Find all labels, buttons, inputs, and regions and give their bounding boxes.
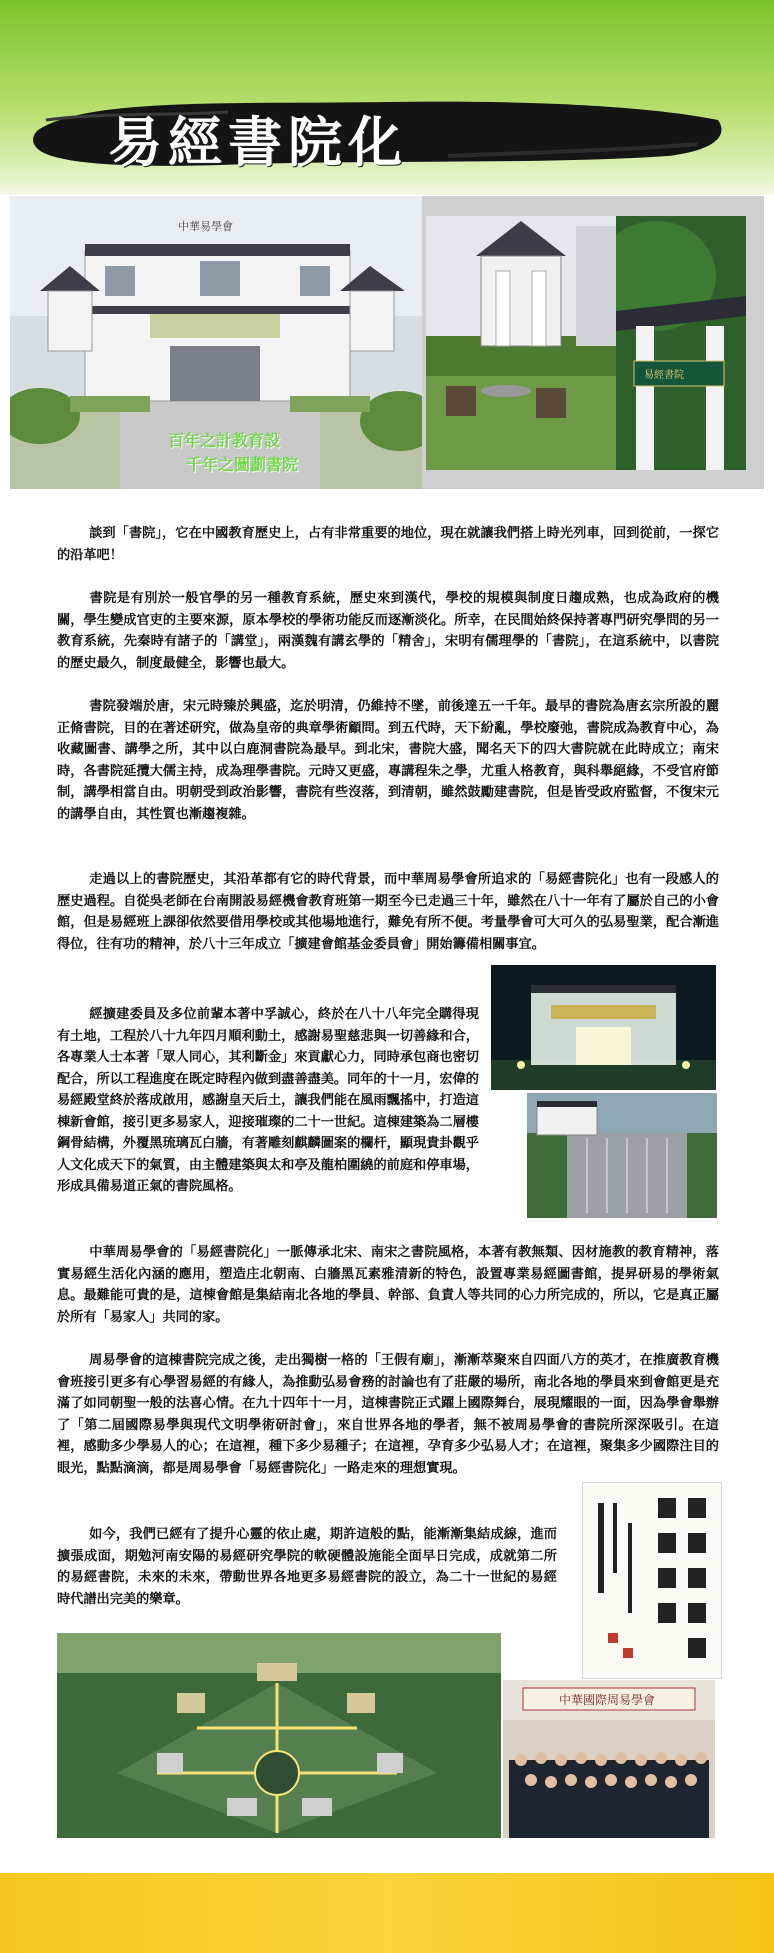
paragraph-achievements: 周易學會的這棟書院完成之後，走出獨樹一格的「王假有廟」，漸漸萃聚來自四面八方的英才，在推廣教育機會班接引更多有心學習易經的有緣人，為推動弘易會務的討論也有了莊嚴的場所，南北各地的學員來到會館更是充滿了如同朝聖一般的法喜心情。在九十四年十一月，這棟書院正式躍上國際舞台，展現耀眼的一面，因為學會舉辦了「第二屆國際易學與現代文明學術研討會」，來自世界各地的學者，無不被周易學會的書院所深深吸引。在這裡，感動多少學易人的心；在這裡，種下多少易種子；在這裡，孕育多少弘易人才；在這裡，聚集多少國際注目的眼光，點點滴滴，都是周易學會「易經書院化」一路走來的理想實現。	[57, 1353, 719, 1476]
campus-master-plan-rendering	[57, 1633, 501, 1838]
pavilion-photo	[426, 216, 616, 470]
paragraph-intro: 談到「書院」，它在中國教育歷史上，占有非常重要的地位，現在就讓我們搭上時光列車，回到從前，一探它的沿革吧！	[57, 526, 719, 563]
paragraph-origins: 書院是有別於一般官學的另一種教育系統，歷史來到漢代，學校的規模與制度日趨成熟，也成為政府的機關，學生變成官吏的主要來源，原本學校的學術功能反而逐漸淡化。所幸，在民間始終保持著專門研究學問的另一教育系統，先秦時有諸子的「講堂」，兩漢魏有講玄學的「精舍」，宋明有儒理學的「書院」，在這系統中，以書院的歷史最久，制度最健全，影響也最大。	[57, 591, 719, 671]
night-building-photo	[491, 965, 716, 1090]
paragraph-association-history: 走過以上的書院歷史，其沿革都有它的時代背景，而中華周易學會所追求的「易經書院化」也有一段感人的歷史過程。自從吳老師在台南開設易經機會教育班第一期至今已走過三十年，雖然在八十一年有了屬於自己的小會館，但是易經班上課卻依然要借用學校或其他場地進行，難免有所不便。考量學會可大可久的弘易聖業，配合漸進得位，往有功的精神，於八十三年成立「擴建會館基金委員會」開始籌備相關事宜。	[57, 872, 719, 952]
gate-sign: 易經書院	[644, 370, 684, 381]
paragraph-construction: 經擴建委員及多位前輩本著中孚誠心，終於在八十八年完全購得現有土地，工程於八十九年四月順利動土，感謝易聖慈悲與一切善緣和合，各專業人士本著「眾人同心，其利斷金」來貢獻心力，同時承包商也密切配合，所以工程進度在既定時程內做到盡善盡美。同年的十一月，宏偉的易經殿堂終於落成啟用，感謝皇天后土，讓我們能在風雨飄搖中，打造這棟新會館，接引更多易家人，迎接璀璨的二十一世紀。這棟建築為二層樓鋼骨結構，外覆黑琉璃瓦白牆，有著雕刻麒麟圖案的欄杆，顯現貴卦觀乎人文化成天下的氣質，由主體建築與太和亭及龍柏圍繞的前庭和停車場，形成具備易道正氣的書院風格。	[57, 1007, 479, 1194]
paragraph-style: 中華周易學會的「易經書院化」一脈傳承北宋、南宋之書院風格，本著有教無類、因材施教的教育精神，落實易經生活化內涵的應用，塑造庄北朝南、白牆黑瓦素雅清新的特色，設置專業易經圖書館，提昇研易的學術氣息。最難能可貴的是，這棟會館是集結南北各地的學員、幹部、負責人等共同的心力所完成的，所以，它是真正屬於所有「易家人」共同的家。	[57, 1245, 719, 1325]
academy-building-photo	[10, 196, 422, 489]
photo-caption-line-1: 百年之計教育設	[168, 431, 281, 450]
page-title: 易經書院化	[108, 110, 408, 174]
group-photo	[503, 1680, 715, 1838]
gate-photo	[616, 216, 746, 470]
footer-band	[0, 1873, 774, 1953]
photo-caption-line-2: 千年之圖劃書院	[186, 455, 299, 474]
paragraph-history: 書院發端於唐，宋元時臻於興盛，迄於明清，仍維持不墜，前後達五一千年。最早的書院為唐玄宗所設的麗正脩書院，目的在著述研究，做為皇帝的典章學術顧問。到五代時，天下紛亂，學校廢弛，書院成為教育中心，為收藏圖書、講學之所，其中以白鹿洞書院為最早。到北宋，書院大盛，聞名天下的四大書院就在此時成立；南宋時，各書院延攬大儒主持，成為理學書院。元時又更盛，專講程朱之學，尤重人格教育，與科舉絕緣，不受官府節制，講學相當自由。明朝受到政治影響，書院有些沒落，到清朝，雖然鼓勵建書院，但是皆受政府監督，不復宋元的講學自由，其性質也漸趨複雜。	[57, 699, 719, 822]
building-sign: 中華易學會	[178, 220, 233, 233]
calligraphy-scroll-image	[582, 1482, 722, 1679]
top-photo-strip	[10, 196, 764, 489]
group-photo-banner: 中華國際周易學會	[559, 1693, 656, 1707]
parking-aerial-photo	[527, 1093, 717, 1218]
paragraph-future: 如今，我們已經有了提升心靈的依止處，期許這般的點，能漸漸集結成線，進而擴張成面，期勉河南安陽的易經研究學院的軟硬體設施能全面早日完成，成就第二所的易經書院，未來的未來，帶動世界各地更多易經書院的設立，為二十一世紀的易經時代譜出完美的樂章。	[57, 1527, 557, 1607]
header-banner	[0, 0, 774, 195]
